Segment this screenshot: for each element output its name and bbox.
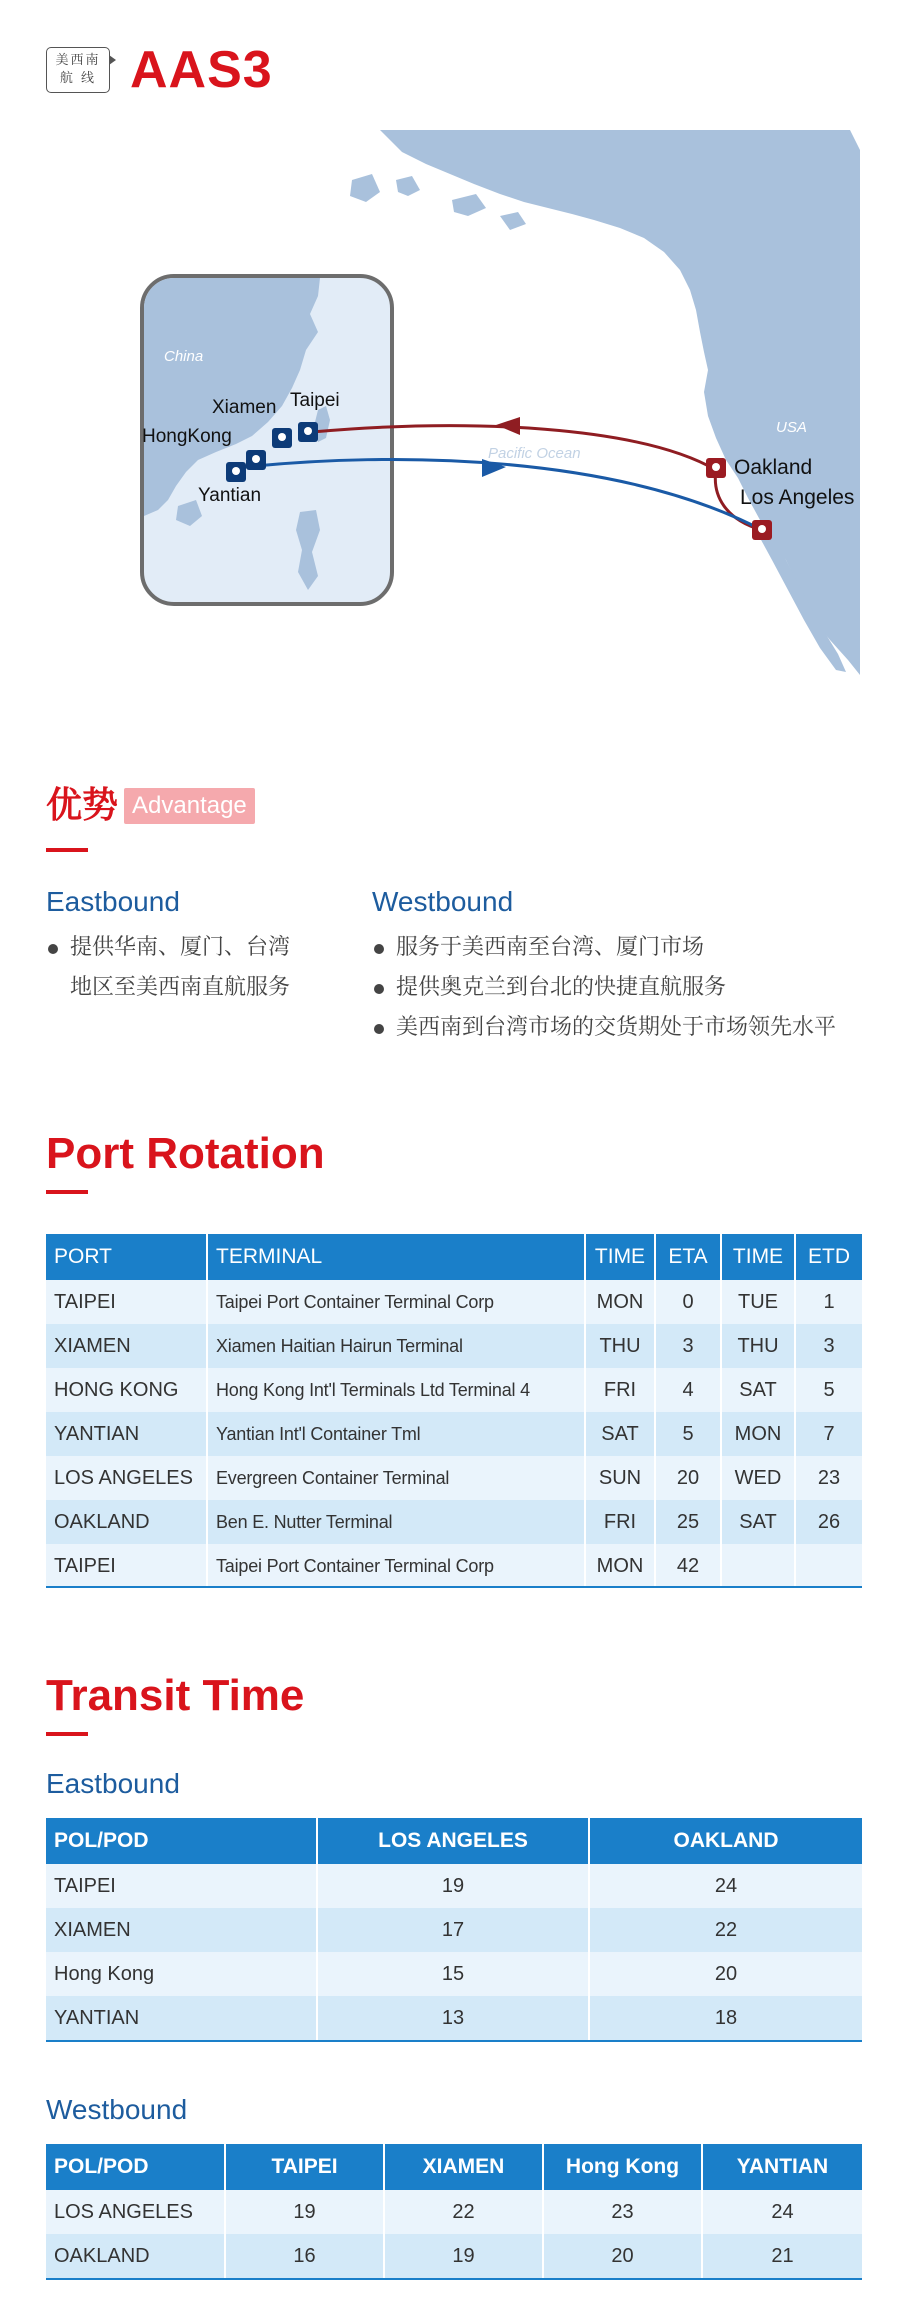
table-row	[46, 1864, 862, 1908]
column-header-yantian: YANTIAN	[703, 2144, 862, 2190]
cell-days: 24	[703, 2190, 862, 2234]
cell-port: XIAMEN	[46, 1324, 208, 1368]
cell-terminal: Yantian Int'l Container Tml	[208, 1412, 586, 1456]
port-rotation-table	[46, 1234, 862, 1588]
cell-port: TAIPEI	[46, 1544, 208, 1588]
column-header-hong-kong: Hong Kong	[544, 2144, 703, 2190]
cell-port: YANTIAN	[46, 1412, 208, 1456]
cell-port: OAKLAND	[46, 1500, 208, 1544]
column-header-terminal: TERMINAL	[208, 1234, 586, 1280]
port-rotation-underline	[46, 1190, 88, 1194]
cell-eta: 25	[656, 1500, 722, 1544]
list-item: 提供奥克兰到台北的快捷直航服务	[372, 968, 836, 1008]
cell-arrival-day: MON	[586, 1280, 656, 1324]
column-header-eta: ETA	[656, 1234, 722, 1280]
route-map	[0, 120, 900, 680]
cell-days: 19	[385, 2234, 544, 2278]
table-row	[46, 1544, 862, 1588]
alaska-fragment	[396, 176, 420, 196]
cell-departure-day: WED	[722, 1456, 796, 1500]
cell-terminal: Taipei Port Container Terminal Corp	[208, 1544, 586, 1588]
table-row	[46, 2234, 862, 2278]
badge-line-2: 航 线	[59, 71, 97, 86]
transit-westbound-bottom-rule	[46, 2278, 862, 2280]
cell-eta: 42	[656, 1544, 722, 1588]
column-header-arrival-time: TIME	[586, 1234, 656, 1280]
cell-eta: 20	[656, 1456, 722, 1500]
los-angeles-label: Los Angeles	[740, 486, 855, 509]
port-rotation-title: Port Rotation	[46, 1129, 325, 1178]
cell-days: 20	[544, 2234, 703, 2278]
cell-departure-day: TUE	[722, 1280, 796, 1324]
table-row	[46, 1280, 862, 1324]
advantage-westbound-label: Westbound	[372, 886, 514, 917]
advantage-title: 优势	[46, 785, 119, 826]
column-header-port: PORT	[46, 1234, 208, 1280]
transit-time-underline	[46, 1732, 88, 1736]
advantage-eastbound-list	[46, 928, 290, 1008]
port-rotation-table-bottom-rule	[46, 1586, 862, 1588]
cell-days: 22	[590, 1908, 862, 1952]
route-badge	[46, 47, 110, 93]
table-row	[46, 2190, 862, 2234]
cell-terminal: Hong Kong Int'l Terminals Ltd Terminal 4	[208, 1368, 586, 1412]
advantage-underline	[46, 848, 88, 852]
table-row	[46, 1500, 862, 1544]
cell-departure-day	[722, 1544, 796, 1588]
cell-arrival-day: FRI	[586, 1500, 656, 1544]
table-row	[46, 1368, 862, 1412]
cell-port: LOS ANGELES	[46, 1456, 208, 1500]
cell-days: 19	[318, 1864, 590, 1908]
port-marker-yantian	[226, 462, 246, 482]
column-header-los-angeles: LOS ANGELES	[318, 1818, 590, 1864]
cell-pol: TAIPEI	[46, 1864, 318, 1908]
table-header-row	[46, 2144, 862, 2190]
advantage-tag: Advantage	[124, 788, 255, 824]
cell-eta: 5	[656, 1412, 722, 1456]
cell-days: 20	[590, 1952, 862, 1996]
north-america-landmass	[380, 130, 860, 675]
taipei-label: Taipei	[290, 390, 340, 411]
pacific-ocean-label: Pacific Ocean	[488, 445, 581, 462]
transit-time-title: Transit Time	[46, 1671, 305, 1720]
cell-port: TAIPEI	[46, 1280, 208, 1324]
table-header-row	[46, 1818, 862, 1864]
cell-pol: YANTIAN	[46, 1996, 318, 2040]
advantage-eastbound-label: Eastbound	[46, 886, 180, 917]
cell-days: 18	[590, 1996, 862, 2040]
cell-pol: LOS ANGELES	[46, 2190, 226, 2234]
list-item-continuation: 地区至美西南直航服务	[70, 975, 291, 1000]
alaska-fragment	[500, 212, 526, 230]
port-marker-los-angeles	[752, 520, 772, 540]
port-marker-oakland	[706, 458, 726, 478]
cell-arrival-day: SUN	[586, 1456, 656, 1500]
list-item: 提供华南、厦门、台湾	[46, 928, 290, 968]
cell-pol: Hong Kong	[46, 1952, 318, 1996]
cell-eta: 0	[656, 1280, 722, 1324]
cell-arrival-day: SAT	[586, 1412, 656, 1456]
cell-days: 21	[703, 2234, 862, 2278]
port-marker-taipei	[298, 422, 318, 442]
westbound-arrow	[496, 417, 520, 435]
cell-etd: 23	[796, 1456, 862, 1500]
cell-days: 19	[226, 2190, 385, 2234]
table-row	[46, 1456, 862, 1500]
cell-arrival-day: MON	[586, 1544, 656, 1588]
column-header-oakland: OAKLAND	[590, 1818, 862, 1864]
port-marker-xiamen	[272, 428, 292, 448]
cell-terminal: Ben E. Nutter Terminal	[208, 1500, 586, 1544]
table-row	[46, 1412, 862, 1456]
badge-line-1: 美西南	[55, 53, 101, 68]
cell-terminal: Evergreen Container Terminal	[208, 1456, 586, 1500]
cell-pol: OAKLAND	[46, 2234, 226, 2278]
advantage-westbound-list	[372, 928, 836, 1048]
alaska-fragment	[452, 194, 486, 216]
transit-eastbound-label: Eastbound	[46, 1768, 180, 1799]
oakland-label: Oakland	[734, 456, 813, 479]
alaska-fragment	[350, 174, 380, 202]
cell-etd: 3	[796, 1324, 862, 1368]
table-header-row	[46, 1234, 862, 1280]
column-header-departure-time: TIME	[722, 1234, 796, 1280]
cell-etd: 7	[796, 1412, 862, 1456]
cell-days: 13	[318, 1996, 590, 2040]
cell-pol: XIAMEN	[46, 1908, 318, 1952]
cell-days: 17	[318, 1908, 590, 1952]
cell-arrival-day: FRI	[586, 1368, 656, 1412]
cell-days: 23	[544, 2190, 703, 2234]
cell-departure-day: SAT	[722, 1500, 796, 1544]
table-row	[46, 1908, 862, 1952]
transit-westbound-table	[46, 2144, 862, 2278]
table-row	[46, 1996, 862, 2040]
cell-terminal: Xiamen Haitian Hairun Terminal	[208, 1324, 586, 1368]
cell-departure-day: THU	[722, 1324, 796, 1368]
list-item: 美西南到台湾市场的交货期处于市场领先水平	[372, 1008, 836, 1048]
cell-days: 16	[226, 2234, 385, 2278]
transit-westbound-label: Westbound	[46, 2094, 188, 2125]
column-header-pol-pod: POL/POD	[46, 2144, 226, 2190]
route-title: AAS3	[130, 41, 273, 99]
cell-eta: 3	[656, 1324, 722, 1368]
table-row	[46, 1952, 862, 1996]
usa-label: USA	[776, 419, 807, 436]
cell-days: 15	[318, 1952, 590, 1996]
advantage-heading	[46, 784, 255, 828]
china-label: China	[164, 348, 204, 365]
cell-departure-day: MON	[722, 1412, 796, 1456]
cell-eta: 4	[656, 1368, 722, 1412]
cell-port: HONG KONG	[46, 1368, 208, 1412]
column-header-pol-pod: POL/POD	[46, 1818, 318, 1864]
hongkong-label: HongKong	[142, 426, 232, 447]
port-marker-hongkong	[246, 450, 266, 470]
route-header	[46, 41, 273, 99]
cell-days: 24	[590, 1864, 862, 1908]
cell-etd: 5	[796, 1368, 862, 1412]
cell-terminal: Taipei Port Container Terminal Corp	[208, 1280, 586, 1324]
column-header-etd: ETD	[796, 1234, 862, 1280]
cell-arrival-day: THU	[586, 1324, 656, 1368]
cell-etd	[796, 1544, 862, 1588]
cell-etd: 26	[796, 1500, 862, 1544]
transit-eastbound-table	[46, 1818, 862, 2040]
xiamen-label: Xiamen	[212, 397, 277, 418]
column-header-xiamen: XIAMEN	[385, 2144, 544, 2190]
transit-eastbound-bottom-rule	[46, 2040, 862, 2042]
cell-etd: 1	[796, 1280, 862, 1324]
list-item: 服务于美西南至台湾、厦门市场	[372, 928, 836, 968]
cell-days: 22	[385, 2190, 544, 2234]
yantian-label: Yantian	[198, 485, 262, 506]
table-row	[46, 1324, 862, 1368]
column-header-taipei: TAIPEI	[226, 2144, 385, 2190]
cell-departure-day: SAT	[722, 1368, 796, 1412]
